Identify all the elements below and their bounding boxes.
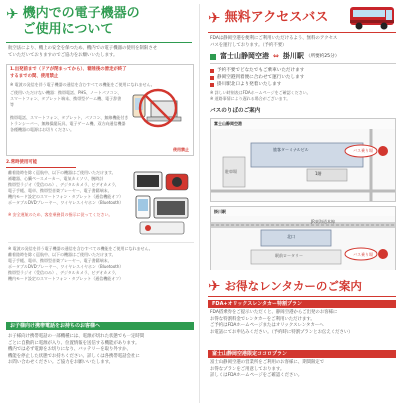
- bullet-square-icon: [210, 69, 214, 73]
- rental-body-2: [210, 360, 396, 380]
- bus-note: ※ 道路事情により遅れる場合がございます。: [210, 96, 291, 101]
- station-exit-label: 北口: [287, 234, 295, 239]
- left-intro-line: ていただいておりますのでご協力をお願いいたします。: [8, 52, 118, 58]
- airplane-icon: ✈: [208, 277, 221, 295]
- bus-bullet: 予約不要でどなたでもご乗車いただけます: [210, 67, 396, 74]
- station-road-label: 駅前ロータリー: [275, 253, 303, 258]
- section2-body-line: 機内モード設定のスマートフォン・タブレット（通信機能オフ）: [8, 194, 124, 199]
- station-tracks-label: JR東海道本線: [311, 219, 335, 224]
- section2-body-line: ポータブルDVDプレーヤー、ワイヤレスイヤホン（Bluetooth）: [8, 200, 124, 205]
- rental-header-rule: [208, 296, 396, 297]
- route-to: 掛川駅: [282, 52, 304, 60]
- bullet-square-icon: [210, 83, 214, 87]
- section1-more: [10, 115, 190, 133]
- section1-body-line: スマートフォン、タブレット端末、携帯型ゲーム機、電子辞書等: [10, 96, 122, 107]
- bus-notes: [210, 90, 396, 102]
- section2-title-row: [6, 160, 194, 168]
- bus-intro-line: FDAは静岡空港を便利にご利用いただけるよう、無料のアクセス: [210, 36, 338, 41]
- section2-body-line: 電子手帳、電卓、携帯型音楽プレーヤー、電子書籍端末、: [8, 258, 112, 263]
- route-arrow: ⇔: [273, 52, 279, 60]
- section2-body: [8, 170, 128, 206]
- section2-extra: [8, 242, 194, 282]
- bus-intro: [210, 36, 396, 49]
- rental-body-line: 詳しくはFDAホームページをご確認ください。: [210, 373, 303, 379]
- section2-body-line: ※ 安全運航のため、客室乗務員の指示に従ってください。: [8, 212, 113, 217]
- bullet-square-icon: [210, 76, 214, 80]
- section1-body-line: 携帯電話、スマートフォン、タブレット、パソコン、無線機能付き: [10, 115, 129, 120]
- left-intro: [8, 46, 192, 59]
- prohibited-label: 使用禁止: [173, 147, 189, 152]
- section3-band: お子様向け携帯電話をお持ちのお客様へ: [6, 322, 194, 330]
- section3-body-line: 機能を停止した状態でお持ちください。詳しくは各携帯電話会社に: [8, 353, 140, 359]
- section2-body-line: 携帯型ラジオ（受信のみ）、デジタルカメラ、ビデオカメラ、: [8, 270, 119, 275]
- section3-body-line: お子様向け携帯電話の一部機種には、電源が切れた状態でも一定時間: [8, 334, 145, 339]
- airport-map-drawing: [211, 129, 395, 201]
- section3-body-line: お問い合わせください。ご協力をお願いいたします。: [8, 360, 114, 366]
- left-header-title: [23, 6, 140, 38]
- rental-body-line: FDA搭乗券をご提示いただくと、静岡空港からご出発のお客様に: [210, 310, 338, 315]
- section2-body-line: 離着陸時を除く巡航中、以下の機器はご使用いただけます。: [8, 170, 116, 175]
- route-rule: [210, 63, 396, 64]
- allowed-devices-illustration: [130, 168, 194, 238]
- station-stop-label: バス乗り場: [353, 252, 373, 257]
- rental-band-2: 富士山静岡空港限定ココロプラン: [208, 350, 396, 358]
- rental-body-line: 富士山静岡空港の営業所をご利用のお客様に、期間限定で: [210, 360, 325, 365]
- rental-header: [208, 278, 362, 294]
- station-map-title: 掛川駅: [214, 209, 226, 214]
- section1-title-2: するまでの間、使用禁止: [10, 73, 59, 79]
- bus-note: ※ 詳しい時刻表はFDAホームページをご確認ください。: [210, 90, 311, 95]
- section1-devices: [10, 90, 122, 108]
- airport-map: [210, 118, 396, 202]
- bus-header-title: 無料アクセスバス: [224, 10, 329, 25]
- rental-body-line: ご予約はFDAホームページまたはオリックスレンタカーへ: [210, 323, 324, 329]
- bus-header: [208, 10, 328, 26]
- bus-bullet: 静岡空港到着便に合わせて運行いたします: [210, 74, 396, 81]
- column-divider: [199, 4, 200, 403]
- route-note: （所要約25分）: [305, 54, 340, 59]
- section2-body-line: 電子手帳、電卓、携帯型音楽プレーヤー、電子書籍端末、: [8, 188, 112, 193]
- airplane-icon: ✈: [6, 5, 19, 23]
- right-column: [202, 0, 400, 407]
- airport-parking-label: 駐車場: [225, 169, 237, 174]
- route-from: 富士山静岡空港: [220, 52, 269, 60]
- section1-body-line: 各種機器の電源はお切りください。: [10, 127, 74, 132]
- section3-body: [8, 334, 194, 367]
- section2-body-line: 携帯型ラジオ（受信のみ）、デジタルカメラ、ビデオカメラ、: [8, 182, 119, 187]
- rental-header-title: お得なレンタカーのご案内: [224, 279, 362, 293]
- rental-band-1: FDA+オリックスレンタカー特割プラン: [208, 300, 396, 308]
- section3-body-line: 機内では必ず電源をお切りになり、バッテリーを取り外すか、: [8, 347, 131, 353]
- airport-stop-label: バス乗り場: [353, 148, 373, 153]
- bus-intro-line: バスを運行しております。（予約不要）: [210, 42, 287, 48]
- map-heading: バスのりばのご案内: [210, 108, 261, 114]
- left-header-rule: [6, 42, 192, 43]
- left-header-line1: 機内での電子機器の: [22, 6, 140, 21]
- rental-body-line: お得な特割料金でレンタカーをご利用いただけます。: [210, 316, 315, 322]
- section1-body-line: ご使用いただけない機器：携帯電話、PHS、ノートパソコン、: [10, 90, 122, 95]
- airport-floor-label: 1階: [315, 171, 322, 176]
- section1-box: [6, 64, 194, 156]
- bus-bullet: 掛川駅北口より発着いたします: [210, 81, 396, 88]
- airport-map-title: 富士山静岡空港: [214, 121, 242, 126]
- rental-body-line: お電話にてお申込みください。（予約時に特割プランとお伝えください）: [210, 329, 353, 335]
- section2-body-line: 機内モード設定のスマートフォン・タブレット（通信機能オフ）: [8, 276, 124, 281]
- section2-body-line: 補聴器、心臓ペースメーカー、電気カミソリ、腕時計: [8, 176, 104, 181]
- section1-title: 1.出発前まで（ドアが閉まってから）、着陸後の滑走が終了: [10, 67, 127, 72]
- section2-body-line: ポータブルDVDプレーヤー、ワイヤレスイヤホン（Bluetooth）: [8, 264, 124, 269]
- left-header-line2: ご使用について: [22, 22, 114, 37]
- bus-route: [210, 52, 339, 61]
- airport-terminal-label: 旅客ターミナルビル: [273, 147, 309, 152]
- route-marker-icon: [210, 54, 216, 60]
- rental-body-line: お得なプランをご用意しております。: [210, 366, 285, 372]
- section1-body-line: トランシーバー、無線操縦玩具、電子ゲーム機、双方向通信機器: [10, 121, 126, 126]
- left-header: [6, 6, 140, 38]
- section2-note: [8, 212, 128, 218]
- section2-body-line: 離着陸時を除く巡航中、以下の機器はご使用いただけます。: [8, 252, 116, 257]
- airplane-icon: ✈: [208, 9, 221, 27]
- section3-body-line: ごとに自動的に電源が入り、位置情報を送信する機能があります。: [8, 340, 140, 346]
- left-column: [0, 0, 198, 407]
- section1-body-line: ※ 電波の発信を伴う電子機器の通信を含むすべての機能をご使用になれません。: [8, 246, 153, 251]
- bus-header-rule: [208, 32, 396, 33]
- section1-body-line: ※ 電波の発信を伴う電子機器の通信を含むすべての機能をご使用になれません。: [10, 82, 155, 87]
- bus-bullets: [210, 67, 396, 88]
- station-map: [210, 206, 396, 270]
- station-map-drawing: [211, 216, 395, 270]
- bus-icon: [348, 4, 396, 32]
- rental-body-1: [210, 310, 396, 336]
- section2-title: 2.常時使用可能: [6, 160, 76, 168]
- left-intro-line: 航空法により、機上の安全を保つため、機内での電子機器の使用を制限させ: [8, 46, 158, 51]
